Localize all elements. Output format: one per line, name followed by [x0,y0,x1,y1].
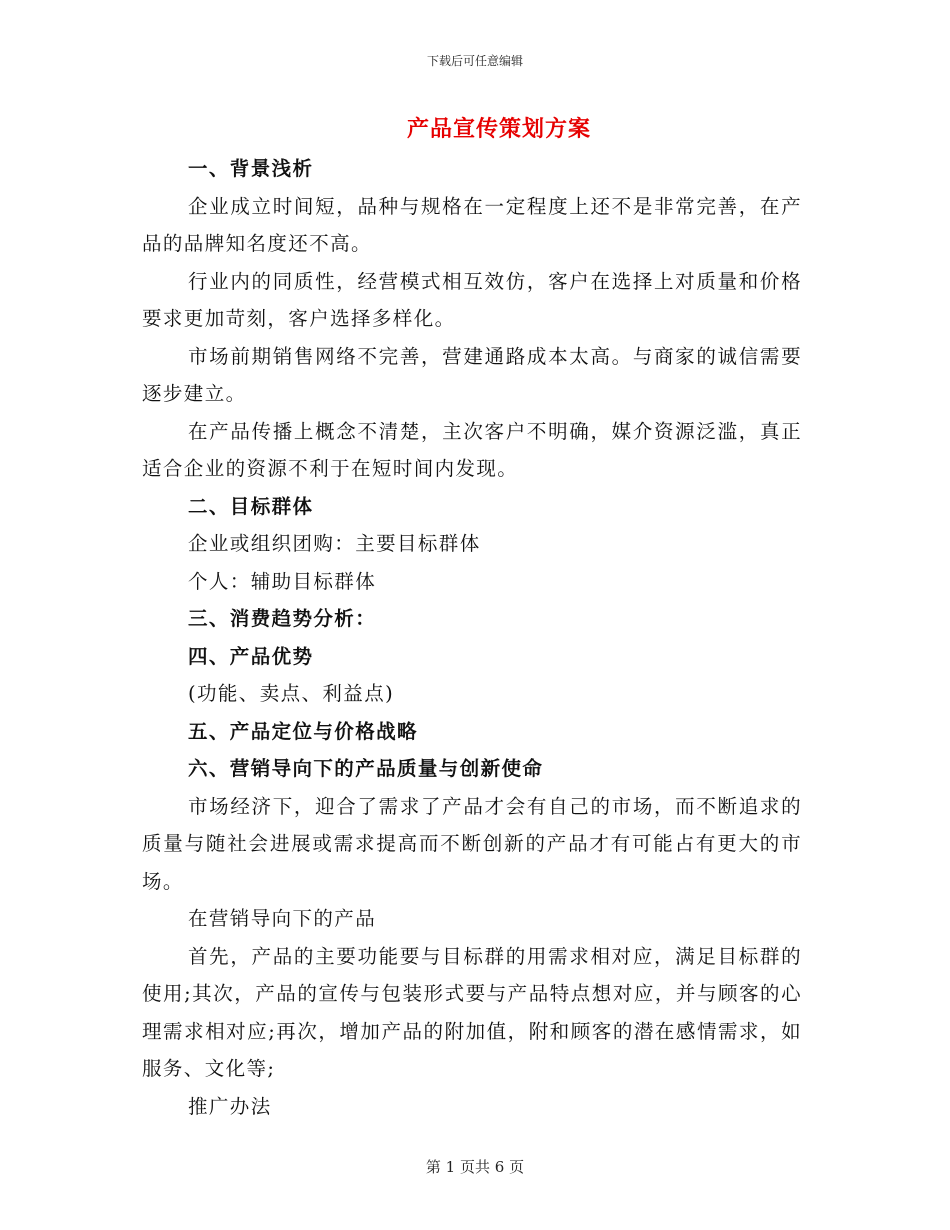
paragraph: 行业内的同质性，经营模式相互效仿，客户在选择上对质量和价格要求更加苛刻，客户选择多样化。 [142,269,802,330]
paragraph: 企业成立时间短，品种与规格在一定程度上还不是非常完善，在产品的品牌知名度还不高。 [142,194,802,255]
section-heading: 五、产品定位与价格战略 [188,719,418,743]
page-header: 下载后可任意编辑 [426,54,523,68]
paragraph: 企业或组织团购：主要目标群体 [188,532,481,555]
document-body [142,150,802,1125]
paragraph: 在产品传播上概念不清楚，主次客户不明确，媒介资源泛滥，真正适合企业的资源不利于在短时间内发现。 [142,419,802,480]
paragraph: 首先，产品的主要功能要与目标群的用需求相对应，满足目标群的使用;其次，产品的宣传与包装形式要与产品特点想对应，并与顾客的心理需求相对应;再次，增加产品的附加值，附和顾客的潜在感情需求，如服务、文化等; [142,944,802,1080]
paragraph: (功能、卖点、利益点) [188,682,395,705]
section-heading: 四、产品优势 [188,644,314,668]
section-heading: 三、消费趋势分析： [188,607,377,630]
paragraph: 个人：辅助目标群体 [188,569,377,593]
paragraph: 在营销导向下的产品 [188,907,377,930]
paragraph: 市场经济下，迎合了需求了产品才会有自己的市场，而不断追求的质量与随社会进展或需求提高而不断创新的产品才有可能占有更大的市场。 [142,794,802,893]
paragraph: 推广办法 [188,1094,272,1118]
section-heading: 一、背景浅析 [188,157,314,180]
section-heading: 二、目标群体 [188,494,314,518]
page-footer: 第 1 页共 6 页 [425,1158,525,1176]
section-heading: 六、营销导向下的产品质量与创新使命 [188,757,544,780]
paragraph: 市场前期销售网络不完善，营建通路成本太高。与商家的诚信需要逐步建立。 [142,344,802,405]
document-title: 产品宣传策划方案 [406,117,591,142]
